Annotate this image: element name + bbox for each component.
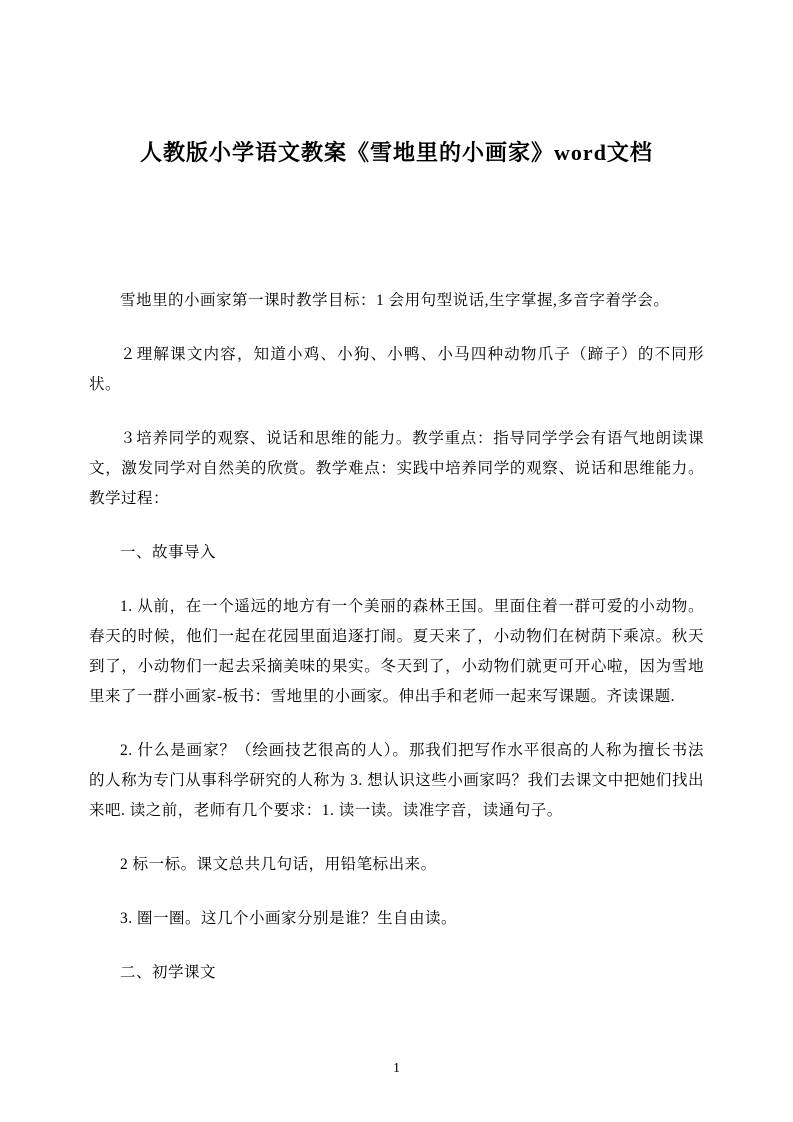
page-number: 1 — [393, 1061, 400, 1076]
paragraph: 二、初学课文 — [120, 964, 217, 981]
paragraph: 2. 什么是画家？（绘画技艺很高的人）。那我们把写作水平很高的人称为擅长书法的人称为专门从事科学研究的人称为 3. 想认识这些小画家吗？我们去课文中把她们找出来吧. 读之前，老师有几个要求：1. 读一读。读准字音，读通句子。 — [89, 742, 704, 819]
document-body — [89, 286, 704, 988]
paragraph: 3. 圈一圈。这几个小画家分别是谁？生自由读。 — [120, 910, 458, 927]
document-title: 人教版小学语文教案《雪地里的小画家》word文档 — [140, 140, 653, 165]
paragraph: 1. 从前，在一个遥远的地方有一个美丽的森林王国。里面住着一群可爱的小动物。春天的时候，他们一起在花园里面追逐打闹。夏天来了，小动物们在树荫下乘凉。秋天到了，小动物们一起去采摘美味的果实。冬天到了，小动物们就更可开心啦，因为雪地里来了一群小画家-板书：雪地里的小画家。伸出手和老师一起来写课题。齐读课题. — [89, 598, 704, 705]
paragraph: 一、故事导入 — [120, 544, 217, 561]
paragraph: 2 标一标。课文总共几句话，用铅笔标出来。 — [120, 856, 437, 873]
paragraph: 雪地里的小画家第一课时教学目标：1 会用句型说话,生字掌握,多音字着学会。 — [120, 292, 670, 309]
paragraph: ３培养同学的观察、说话和思维的能力。教学重点：指导同学学会有语气地朗读课文，激发同学对自然美的欣赏。教学难点：实践中培养同学的观察、说话和思维能力。教学过程： — [89, 430, 704, 507]
paragraph: ２理解课文内容，知道小鸡、小狗、小鸭、小马四种动物爪子（蹄子）的不同形状。 — [89, 346, 704, 393]
